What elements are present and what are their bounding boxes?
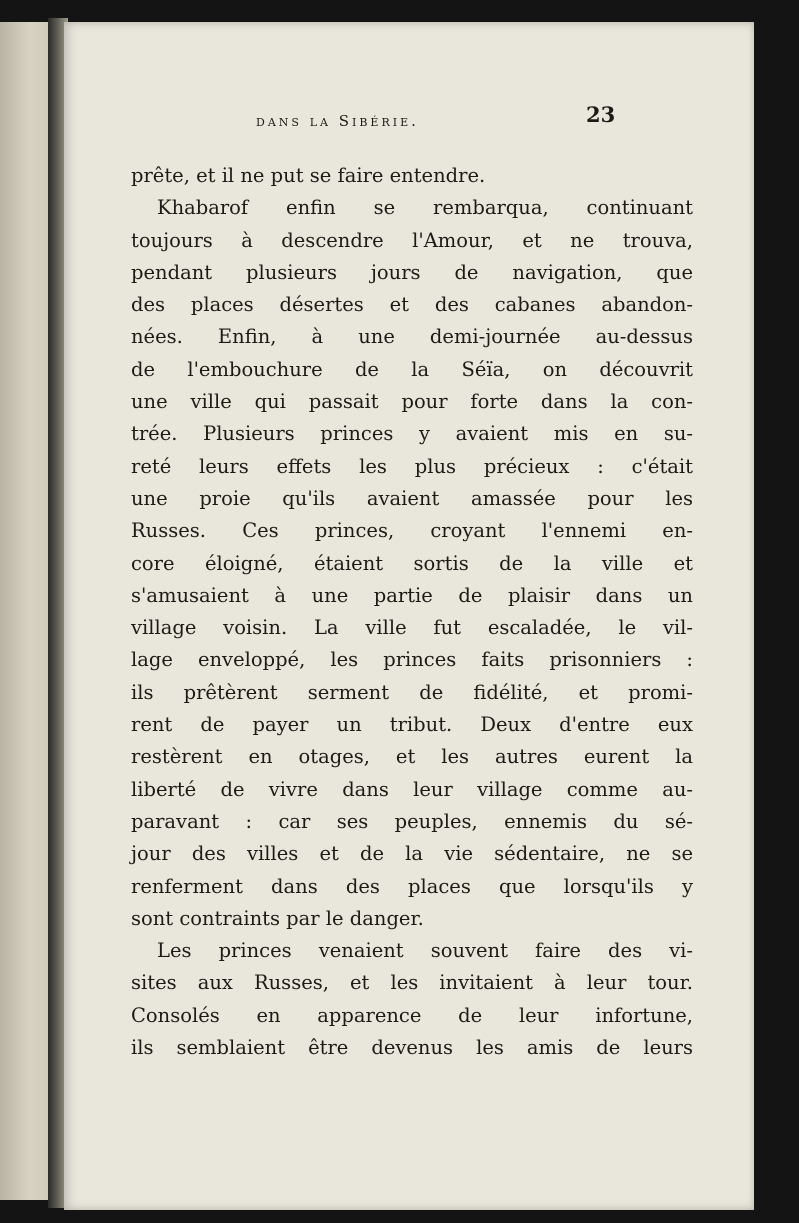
facing-page-edge: [0, 22, 50, 1200]
text-line: Les princes venaient souvent faire des vi-: [157, 939, 693, 963]
text-line: core éloigné, étaient sortis de la ville et: [131, 551, 693, 575]
text-line: une proie qu'ils avaient amassée pour les: [131, 486, 693, 510]
text-line: Khabarof enfin se rembarqua, continuant: [157, 196, 693, 220]
text-line: pendant plusieurs jours de navigation, que: [131, 260, 693, 284]
text-line: renferment dans des places que lorsqu'ils y: [131, 874, 693, 898]
text-line: sont contraints par le danger.: [131, 906, 424, 930]
page-number: 23: [586, 102, 616, 127]
text-line: reté leurs effets les plus précieux : c'était: [131, 454, 693, 478]
text-line: Consolés en apparence de leur infortune,: [131, 1003, 693, 1027]
running-head: dans la Sibérie.: [256, 112, 419, 130]
text-line: ils prêtèrent serment de fidélité, et promi-: [131, 680, 693, 704]
text-line: nées. Enfin, à une demi-journée au-dessus: [131, 325, 693, 349]
page-header: [64, 102, 754, 142]
body-text: [131, 160, 693, 1064]
text-line: lage enveloppé, les princes faits prisonniers :: [131, 648, 693, 672]
text-line: village voisin. La ville fut escaladée, le vil-: [131, 616, 693, 640]
text-line: toujours à descendre l'Amour, et ne trouva,: [131, 228, 693, 252]
text-line: une ville qui passait pour forte dans la con-: [131, 390, 693, 414]
text-line: liberté de vivre dans leur village comme au-: [131, 777, 693, 801]
text-line: restèrent en otages, et les autres eurent la: [131, 745, 693, 769]
text-line: jour des villes et de la vie sédentaire, ne se: [131, 842, 693, 866]
text-line: ils semblaient être devenus les amis de leurs: [131, 1036, 693, 1060]
book-page: [64, 22, 754, 1210]
text-line: rent de payer un tribut. Deux d'entre eux: [131, 713, 693, 737]
text-line: prête, et il ne put se faire entendre.: [131, 164, 486, 187]
text-line: des places désertes et des cabanes abandon-: [131, 293, 693, 317]
text-line: trée. Plusieurs princes y avaient mis en su-: [131, 422, 693, 446]
text-line: sites aux Russes, et les invitaient à leur tour.: [131, 971, 693, 995]
text-line: de l'embouchure de la Séïa, on découvrit: [131, 357, 693, 381]
text-line: paravant : car ses peuples, ennemis du sé-: [131, 809, 693, 833]
text-line: Russes. Ces princes, croyant l'ennemi en-: [131, 519, 693, 543]
text-line: s'amusaient à une partie de plaisir dans un: [131, 583, 693, 607]
